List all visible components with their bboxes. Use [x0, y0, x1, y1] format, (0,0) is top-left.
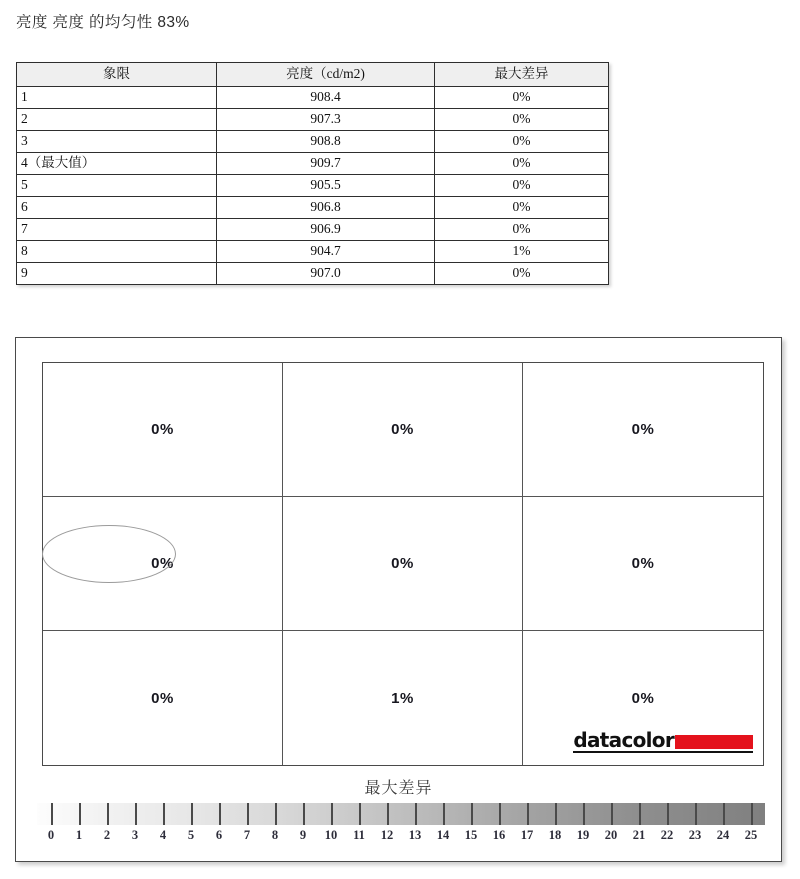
legend-tick-mark: [359, 803, 361, 825]
quadrant-cell-value: 0%: [151, 689, 174, 707]
column-header-deviation: 最大差异: [435, 63, 609, 87]
legend-tick-mark: [443, 803, 445, 825]
cell-luminance: 906.9: [217, 219, 435, 241]
table-row: [17, 131, 609, 153]
table-row: [17, 109, 609, 131]
legend-tick-mark: [639, 803, 641, 825]
column-header-luminance: 亮度（cd/m2): [217, 63, 435, 87]
table-row: [17, 263, 609, 285]
cell-deviation: 0%: [435, 109, 609, 131]
highlight-ellipse-annotation: [42, 525, 176, 583]
legend-tick-label: 15: [464, 828, 478, 842]
legend-tick-label: 3: [131, 828, 139, 842]
legend-tick-label: 22: [660, 828, 674, 842]
page-title: 亮度 亮度 的均匀性 83%: [16, 14, 190, 31]
quadrant-cell-4: [43, 497, 283, 631]
datacolor-wordmark: datacolor: [573, 728, 674, 752]
legend-tick-mark: [611, 803, 613, 825]
legend-tick-label: 18: [548, 828, 562, 842]
quadrant-cell-3: [523, 363, 763, 497]
quadrant-cell-6: [523, 497, 763, 631]
quadrant-cell-7: [43, 631, 283, 765]
legend-tick-mark: [331, 803, 333, 825]
legend-tick-mark: [107, 803, 109, 825]
cell-luminance: 906.8: [217, 197, 435, 219]
quadrant-cell-value: 0%: [391, 555, 414, 572]
cell-deviation: 0%: [435, 219, 609, 241]
legend-tick-label: 6: [215, 828, 223, 842]
legend-tick-label: 14: [436, 828, 450, 842]
legend-tick-mark: [583, 803, 585, 825]
legend-tick-mark: [163, 803, 165, 825]
column-header-quadrant: 象限: [17, 63, 217, 87]
legend-tick-mark: [695, 803, 697, 825]
cell-luminance: 907.3: [217, 109, 435, 131]
legend-tick-mark: [499, 803, 501, 825]
legend-tick-mark: [555, 803, 557, 825]
legend-tick-label: 2: [103, 828, 111, 842]
legend-tick-label: 0: [47, 828, 55, 842]
quadrant-cell-value: 0%: [631, 555, 655, 572]
legend-tick-label: 16: [492, 828, 506, 842]
cell-luminance: 907.0: [217, 263, 435, 285]
legend-tick-mark: [79, 803, 81, 825]
cell-quadrant: 3: [17, 131, 217, 153]
legend-tick-label: 12: [380, 828, 394, 842]
legend-tick-mark: [303, 803, 305, 825]
legend-tick-label: 5: [187, 828, 195, 842]
cell-deviation: 0%: [435, 153, 609, 175]
cell-deviation: 0%: [435, 87, 609, 109]
table-row: [17, 87, 609, 109]
legend-tick-mark: [219, 803, 221, 825]
legend-tick-label: 8: [271, 828, 279, 842]
legend-gradient-bar: [37, 803, 765, 825]
legend-tick-mark: [191, 803, 193, 825]
uniformity-figure-panel: [15, 337, 782, 862]
quadrant-cell-value: 0%: [391, 421, 414, 438]
legend-tick-mark: [527, 803, 529, 825]
cell-luminance: 905.5: [217, 175, 435, 197]
quadrant-cell-5: [283, 497, 523, 631]
legend-tick-labels: [37, 828, 765, 846]
table-row: [17, 197, 609, 219]
legend-tick-mark: [275, 803, 277, 825]
legend-tick-label: 21: [632, 828, 646, 842]
cell-luminance: 909.7: [217, 153, 435, 175]
legend-tick-mark: [415, 803, 417, 825]
datacolor-logo: [573, 730, 753, 753]
cell-quadrant: 5: [17, 175, 217, 197]
table-row: [17, 241, 609, 263]
table-row: [17, 219, 609, 241]
legend-tick-label: 20: [604, 828, 618, 842]
legend-tick-mark: [471, 803, 473, 825]
legend-tick-mark: [751, 803, 753, 825]
legend-tick-mark: [247, 803, 249, 825]
legend-tick-label: 11: [353, 828, 365, 842]
table-row: [17, 153, 609, 175]
legend-tick-mark: [723, 803, 725, 825]
legend-tick-mark: [387, 803, 389, 825]
cell-deviation: 1%: [435, 241, 609, 263]
legend-tick-label: 13: [408, 828, 422, 842]
quadrant-cell-9: [523, 631, 763, 765]
quadrant-grid: [42, 362, 764, 766]
cell-luminance: 908.8: [217, 131, 435, 153]
cell-quadrant: 4（最大值）: [17, 153, 217, 175]
cell-quadrant: 1: [17, 87, 217, 109]
cell-deviation: 0%: [435, 175, 609, 197]
datacolor-red-bar-icon: [675, 735, 753, 749]
legend-tick-label: 19: [576, 828, 590, 842]
cell-luminance: 908.4: [217, 87, 435, 109]
legend-title: 最大差异: [364, 780, 433, 797]
cell-quadrant: 7: [17, 219, 217, 241]
quadrant-cell-1: [43, 363, 283, 497]
cell-deviation: 0%: [435, 131, 609, 153]
table-row: [17, 175, 609, 197]
table-header-row: [17, 63, 609, 87]
legend-tick-label: 24: [716, 828, 730, 842]
legend-tick-label: 9: [299, 828, 307, 842]
legend-tick-label: 10: [324, 828, 338, 842]
legend-tick-label: 4: [159, 828, 167, 842]
quadrant-cell-value: 0%: [151, 421, 174, 438]
legend-gradient-scale: [37, 803, 765, 825]
cell-luminance: 904.7: [217, 241, 435, 263]
legend-tick-label: 1: [75, 828, 83, 842]
table-body: [17, 87, 609, 285]
luminance-table: [16, 62, 609, 285]
quadrant-cell-2: [283, 363, 523, 497]
quadrant-cell-value: 0%: [151, 555, 174, 572]
legend-tick-label: 25: [744, 828, 758, 842]
legend-tick-label: 17: [520, 828, 534, 842]
quadrant-cell-value: 1%: [391, 689, 414, 707]
cell-quadrant: 9: [17, 263, 217, 285]
quadrant-cell-8: [283, 631, 523, 765]
legend-tick-mark: [51, 803, 53, 825]
legend-tick-label: 7: [243, 828, 251, 842]
cell-deviation: 0%: [435, 197, 609, 219]
cell-deviation: 0%: [435, 263, 609, 285]
legend-tick-label: 23: [688, 828, 702, 842]
cell-quadrant: 8: [17, 241, 217, 263]
quadrant-cell-value: 0%: [631, 689, 655, 707]
legend-tick-mark: [667, 803, 669, 825]
legend-tick-mark: [135, 803, 137, 825]
cell-quadrant: 6: [17, 197, 217, 219]
quadrant-cell-value: 0%: [631, 421, 655, 438]
cell-quadrant: 2: [17, 109, 217, 131]
